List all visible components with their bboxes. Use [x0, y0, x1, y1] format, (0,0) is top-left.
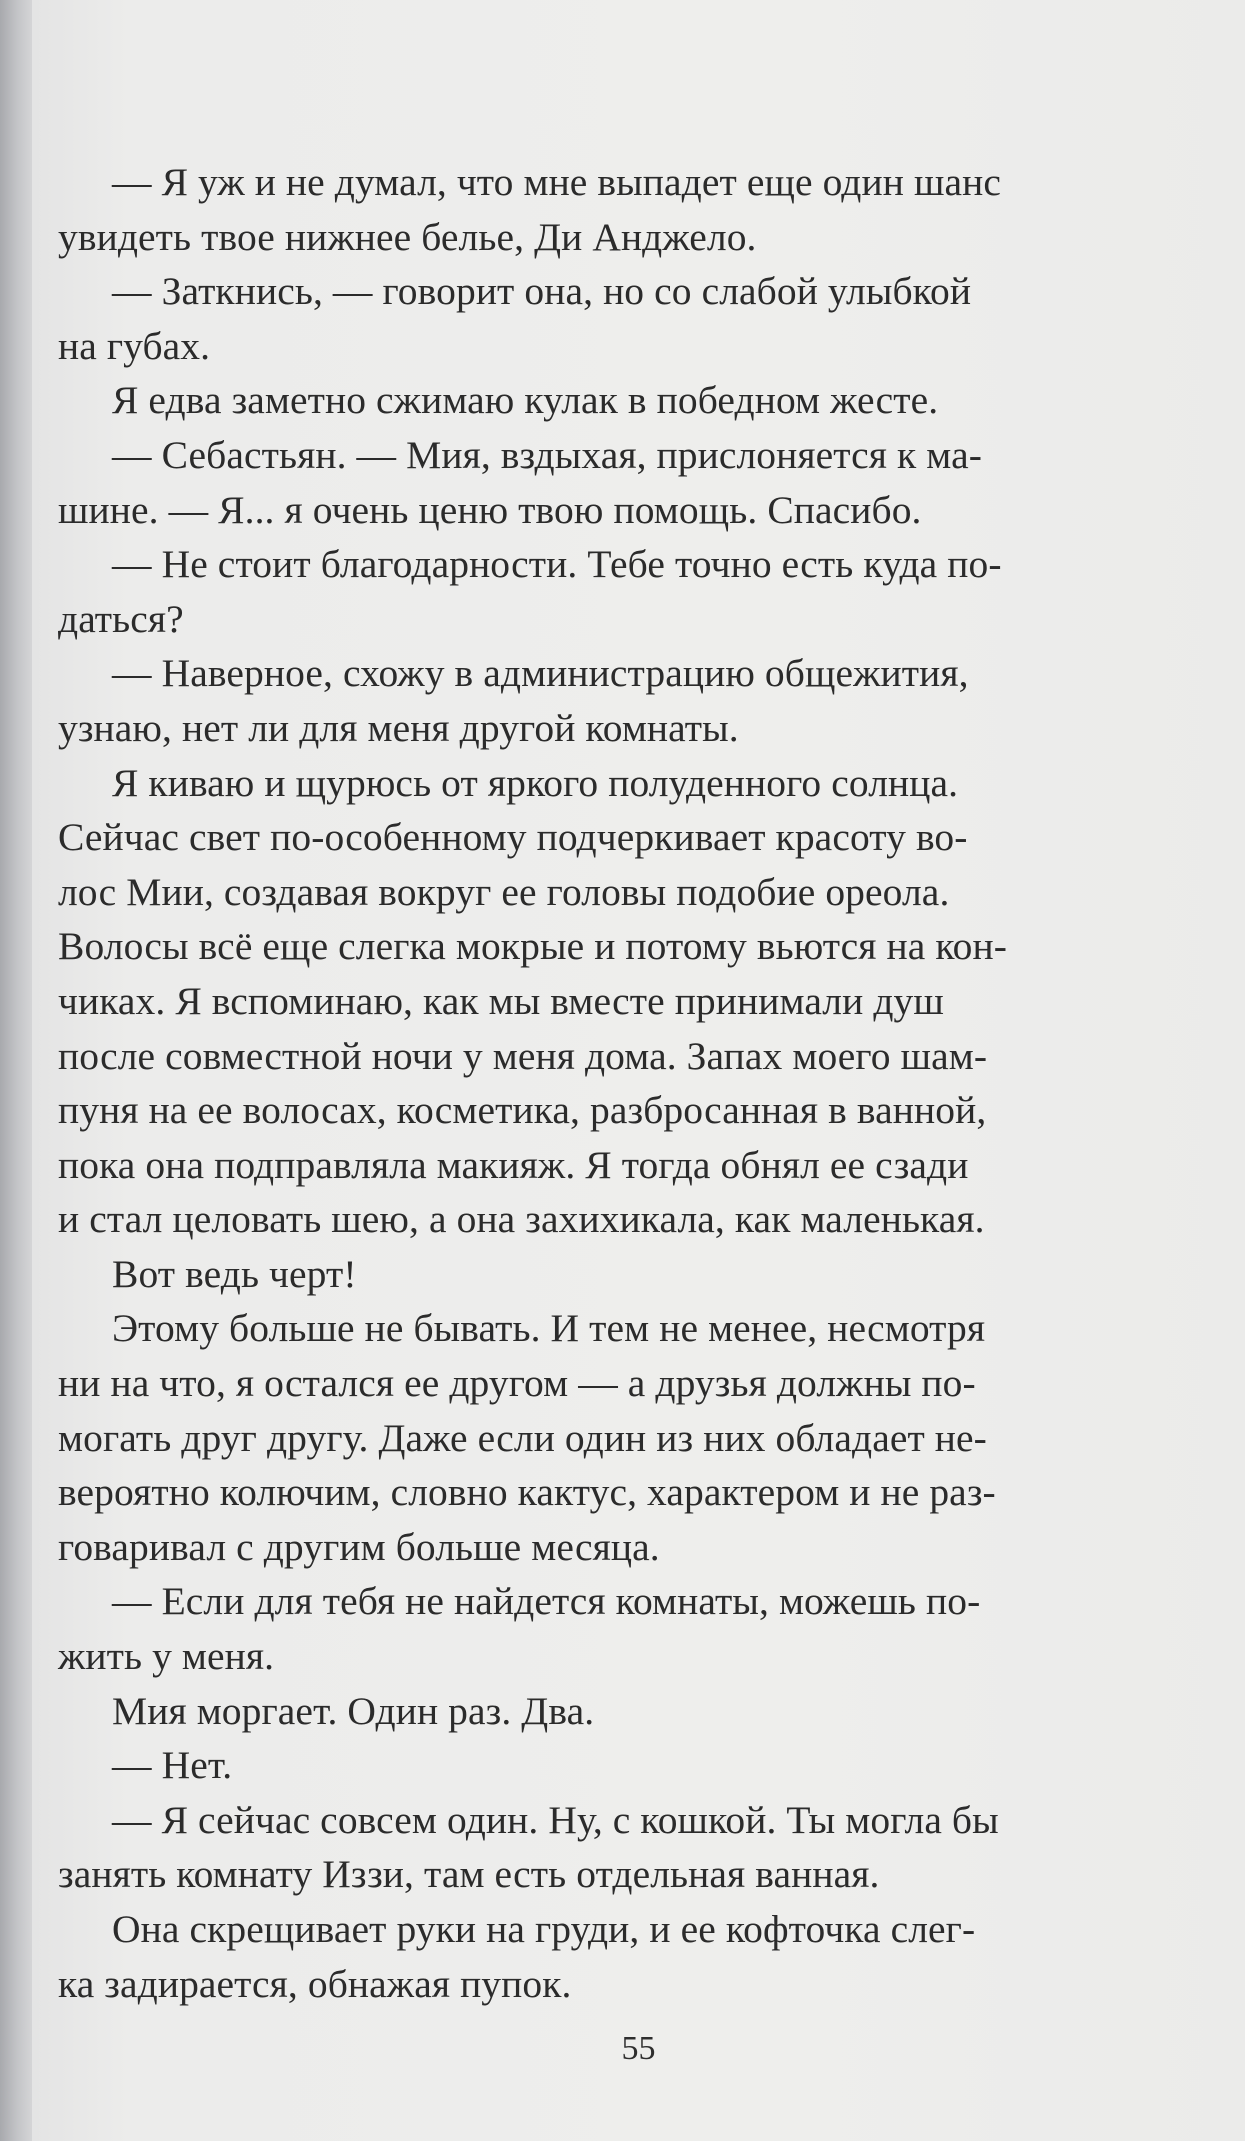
text-line: на губах. [58, 323, 211, 368]
text-line: и стал целовать шею, а она захихикала, как маленькая. [58, 1197, 985, 1242]
text-line: ка задирается, обнажая пупок. [58, 1961, 572, 2006]
text-line: — Если для тебя не найдется комнаты, можешь по- [112, 1579, 981, 1624]
text-line: жить у меня. [58, 1634, 275, 1679]
text-line: могать друг другу. Даже если один из них обладает не- [58, 1415, 987, 1460]
text-line: пока она подправляла макияж. Я тогда обнял ее сзади [58, 1142, 969, 1187]
text-line: чиках. Я вспоминаю, как мы вместе принимали душ [58, 978, 944, 1023]
text-line: — Я уж и не думал, что мне выпадет еще один шанс [112, 160, 1001, 204]
text-line: Мия моргает. Один раз. Два. [112, 1688, 595, 1733]
text-line: Вот ведь черт! [112, 1251, 357, 1296]
text-line: Волосы всё еще слегка мокрые и потому вьются на кон- [58, 924, 1007, 969]
text-line: Сейчас свет по-особенному подчеркивает красоту во- [58, 815, 968, 860]
text-line: ни на что, я остался ее другом — а друзья должны по- [58, 1361, 976, 1406]
text-line: шине. — Я... я очень ценю твою помощь. Спасибо. [58, 487, 922, 532]
text-line: — Наверное, схожу в администрацию общежития, [112, 651, 969, 696]
text-line: — Не стоит благодарности. Тебе точно есть куда по- [112, 542, 1002, 587]
text-line: Этому больше не бывать. И тем не менее, несмотря [112, 1306, 986, 1351]
text-line: вероятно колючим, словно кактус, характером и не раз- [58, 1470, 996, 1515]
text-line: после совместной ночи у меня дома. Запах моего шам- [58, 1033, 988, 1078]
text-line: даться? [58, 596, 184, 641]
text-line: — Я сейчас совсем один. Ну, с кошкой. Ты могла бы [112, 1797, 999, 1842]
text-line: Я едва заметно сжимаю кулак в победном жесте. [112, 378, 939, 423]
text-line: лос Мии, создавая вокруг ее головы подобие ореола. [58, 869, 950, 914]
text-line: увидеть твое нижнее белье, Ди Анджело. [58, 214, 757, 259]
page-body-text [58, 155, 1108, 2011]
text-line: Я киваю и щурюсь от яркого полуденного солнца. [112, 760, 959, 805]
text-line: узнаю, нет ли для меня другой комнаты. [58, 705, 739, 750]
text-line: занять комнату Иззи, там есть отдельная ванная. [58, 1852, 880, 1897]
page-number: 55 [621, 2030, 656, 2067]
text-line: говаривал с другим больше месяца. [58, 1524, 660, 1569]
book-page [32, 0, 1245, 2141]
text-line: — Заткнись, — говорит она, но со слабой улыбкой [112, 269, 972, 314]
text-line: — Нет. [112, 1743, 233, 1788]
text-line: — Себастьян. — Мия, вздыхая, прислоняется к ма- [112, 432, 982, 477]
text-line: Она скрещивает руки на груди, и ее кофточка слег- [112, 1907, 976, 1951]
text-line: пуня на ее волосах, косметика, разбросанная в ванной, [58, 1088, 987, 1133]
